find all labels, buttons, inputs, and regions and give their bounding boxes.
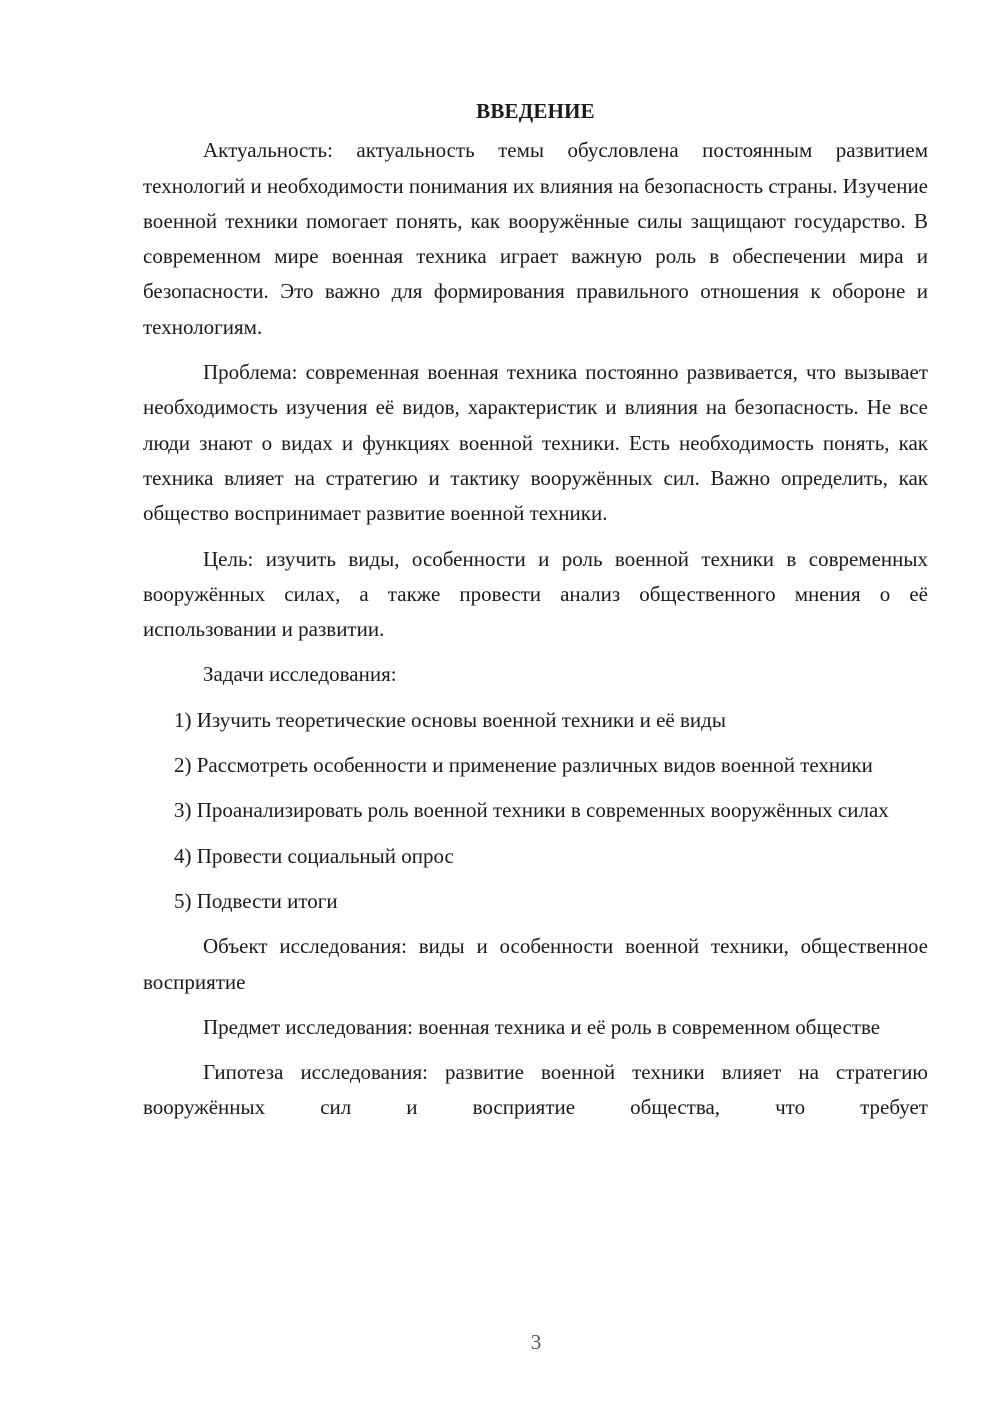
list-item: 1) Изучить теоретические основы военной техники и её виды bbox=[174, 707, 726, 732]
page-title: ВВЕДЕНИЕ bbox=[476, 99, 595, 123]
tasks-list bbox=[143, 703, 928, 919]
paragraph-hypothesis: Гипотеза исследования: развитие военной техники влияет на стратегию вооружённых сил и восприятие общества, что требует bbox=[143, 1060, 928, 1120]
list-item: 5) Подвести итоги bbox=[174, 888, 338, 913]
paragraph-goal: Цель: изучить виды, особенности и роль военной техники в современных вооружённых силах, а также провести анализ общественного мнения о её использовании и развитии. bbox=[143, 546, 928, 642]
paragraph-subject: Предмет исследования: военная техника и её роль в современном обществе bbox=[203, 1014, 881, 1039]
tasks-heading: Задачи исследования: bbox=[203, 662, 397, 687]
list-item: 4) Провести социальный опрос bbox=[174, 843, 454, 868]
paragraph-relevance: Актуальность: актуальность темы обусловлена постоянным развитием технологий и необходимости понимания их влияния на безопасность страны. Изучение военной техники помогает понять, как вооружённые силы защищают государство. В современном мире военная техника играет важную роль в обеспечении мира и безопасности. Это важно для формирования правильного отношения к обороне и технологиям. bbox=[143, 138, 928, 339]
list-item: 3) Проанализировать роль военной техники в современных вооружённых силах bbox=[174, 798, 889, 823]
page-body bbox=[143, 94, 928, 1126]
list-item: 2) Рассмотреть особенности и применение различных видов военной техники bbox=[174, 753, 873, 778]
paragraph-problem: Проблема: современная военная техника постоянно развивается, что вызывает необходимость изучения её видов, характеристик и влияния на безопасность. Не все люди знают о видах и функциях военной техники. Есть необходимость понять, как техника влияет на стратегию и тактику вооружённых сил. Важно определить, как общество воспринимает развитие военной техники. bbox=[143, 360, 928, 526]
paragraph-object: Объект исследования: виды и особенности военной техники, общественное восприятие bbox=[143, 934, 928, 994]
page-number: 3 bbox=[530, 1330, 542, 1354]
